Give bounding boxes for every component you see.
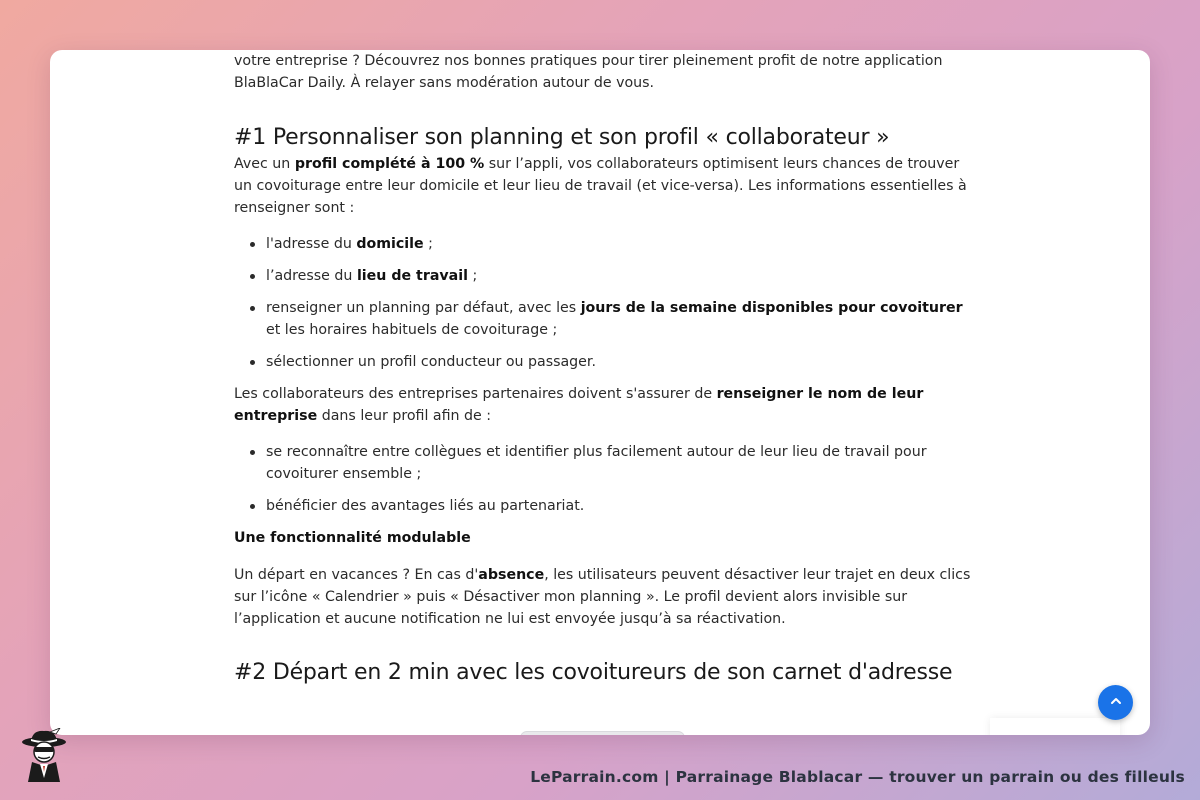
text-run: ; xyxy=(467,268,478,284)
back-to-top-button[interactable] xyxy=(1098,685,1133,720)
text-run: Un départ en vacances ? En cas d' xyxy=(234,567,479,583)
section-2-heading: #2 Départ en 2 min avec les covoitureurs de son carnet d'adresse xyxy=(234,660,953,685)
article-body xyxy=(234,50,974,688)
list-item xyxy=(266,495,974,517)
subheading-modular-feature: Une fonctionnalité modulable xyxy=(234,530,471,546)
list-item xyxy=(266,297,974,341)
section-1-paragraph-profile xyxy=(234,153,974,219)
text-run: ; xyxy=(423,236,433,252)
bottom-pill-element xyxy=(520,731,685,735)
list-item xyxy=(266,233,974,255)
list-item xyxy=(266,441,974,485)
section-1-paragraph-company xyxy=(234,383,974,427)
text-run: et les horaires habituels de covoiturage ; xyxy=(266,322,558,338)
intro-paragraph xyxy=(234,50,974,94)
bottom-widget-box xyxy=(990,718,1120,735)
chevron-up-icon xyxy=(1109,693,1123,712)
spy-mascot-icon xyxy=(16,728,72,784)
bold-text: profil complété à 100 % xyxy=(294,156,485,172)
bold-text: jours de la semaine disponibles pour covoiturer xyxy=(580,300,963,316)
text-run: l’adresse du xyxy=(266,268,357,284)
profile-info-list xyxy=(234,233,974,373)
bold-text: domicile xyxy=(356,236,424,252)
bold-text: renseigner le nom de leur entreprise xyxy=(234,386,924,424)
list-item xyxy=(266,351,974,373)
text-run: votre entreprise ? Découvrez nos bonnes pratiques pour tirer pleinement profit de notre application BlaBlaCar Daily. À relayer sans modération autour de vous. xyxy=(234,53,943,91)
text-run: renseigner un planning par défaut, avec les xyxy=(266,300,581,316)
list-item xyxy=(266,265,974,287)
section-1-paragraph-absence xyxy=(234,564,974,630)
bold-text: absence xyxy=(478,567,545,583)
text-run: bénéficier des avantages liés au partenariat. xyxy=(266,498,585,514)
company-benefits-list xyxy=(234,441,974,517)
text-run: , les utilisateurs peuvent désactiver leur trajet en deux clics sur l’icône « Calendrier » puis « Désactiver mon planning ». Le profil devient alors invisible sur l’application et aucune notification ne lui est envoyée jusqu’à sa réactivation. xyxy=(234,567,971,627)
text-run: sélectionner un profil conducteur ou passager. xyxy=(266,354,596,370)
bold-text: lieu de travail xyxy=(356,268,468,284)
text-run: dans leur profil afin de : xyxy=(317,408,492,424)
text-run: sur l’appli, vos collaborateurs optimisent leurs chances de trouver un covoiturage entre leur domicile et leur lieu de travail (et vice-versa). Les informations essentielles à renseigner sont : xyxy=(234,156,967,216)
section-1-heading: #1 Personnaliser son planning et son profil « collaborateur » xyxy=(234,125,890,150)
text-run: Avec un xyxy=(234,156,295,172)
footer-caption: LeParrain.com | Parrainage Blablacar — trouver un parrain ou des filleuls xyxy=(530,768,1185,786)
text-run: Les collaborateurs des entreprises partenaires doivent s'assurer de xyxy=(234,386,717,402)
text-run: se reconnaître entre collègues et identifier plus facilement autour de leur lieu de travail pour covoiturer ensemble ; xyxy=(266,444,927,482)
article-card xyxy=(50,50,1150,735)
text-run: l'adresse du xyxy=(266,236,357,252)
